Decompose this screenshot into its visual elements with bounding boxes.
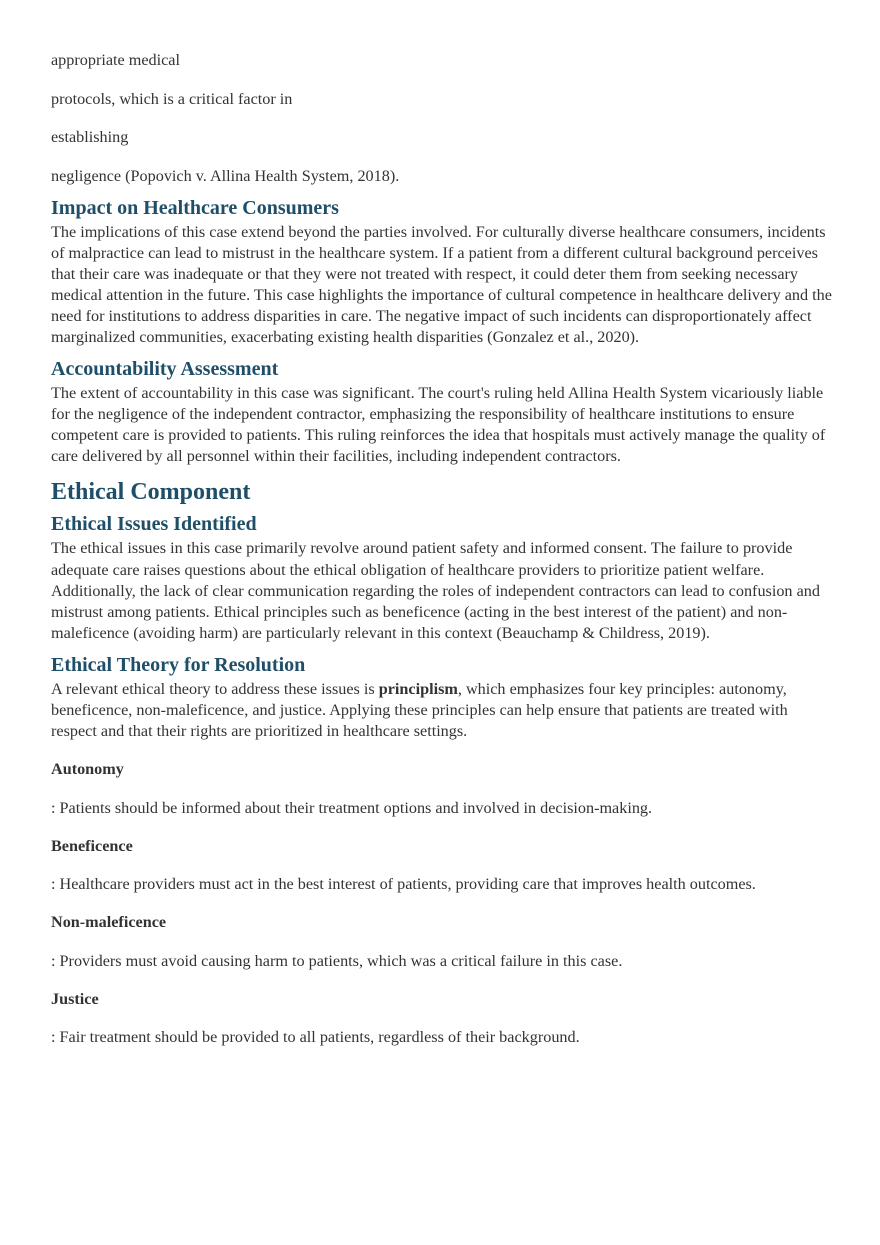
text-fragment: establishing (51, 128, 129, 146)
principle-name: Justice (51, 989, 99, 1008)
principle-name: Beneficence (51, 836, 133, 855)
ethical-theory-text-after: , which emphasizes four key principles: autonomy, beneficence, non-maleficence, and justice. Applying these principles can help ensure that patients are treated with respect and that their rights are prioritized in healthcare settings. (51, 679, 788, 741)
text-fragment: protocols, which is a critical factor in (51, 89, 293, 108)
accountability-paragraph: The extent of accountability in this case was significant. The court's ruling held Allina Health System vicariously liable for the negligence of the independent contractor, emphasizing the responsibility of healthcare institutions to ensure competent care is provided to patients. This ruling reinforces the idea that hospitals must actively manage the quality of care delivered by all personnel within their facilities, including independent contractors. (51, 384, 826, 466)
ethical-component-heading: Ethical Component (51, 479, 251, 506)
principle-name: Autonomy (51, 760, 124, 779)
ethical-issues-paragraph: The ethical issues in this case primarily revolve around patient safety and informed consent. The failure to provide adequate care raises questions about the ethical obligation of healthcare providers to prioritize patient welfare. Additionally, the lack of clear communication regarding the roles of independent contractors can lead to confusion and mistrust among patients. Ethical principles such as beneficence (acting in the best interest of the patient) and non-maleficence (avoiding harm) are particularly relevant in this context (Beauchamp & Childress, 2019). (51, 539, 820, 642)
ethical-theory-heading: Ethical Theory for Resolution (51, 653, 306, 676)
accountability-heading: Accountability Assessment (51, 358, 279, 381)
text-fragment: appropriate medical (51, 51, 180, 69)
impact-heading: Impact on Healthcare Consumers (51, 196, 339, 219)
ethical-issues-heading: Ethical Issues Identified (51, 513, 257, 536)
principle-description: : Fair treatment should be provided to all patients, regardless of their background. (51, 1028, 580, 1047)
impact-paragraph: The implications of this case extend beyond the parties involved. For culturally diverse healthcare consumers, incidents of malpractice can lead to mistrust in the healthcare system. If a patient from a different cultural background perceives that their care was inadequate or that they were not treated with respect, it could deter them from seeking necessary medical attention in the future. This case highlights the importance of cultural competence in healthcare delivery and the need for institutions to address disparities in care. The negative impact of such incidents can disproportionately affect marginalized communities, exacerbating existing health disparities (Gonzalez et al., 2020). (51, 222, 832, 346)
principles-list (51, 759, 836, 1048)
ethical-theory-paragraph (51, 679, 836, 742)
principle-description: : Providers must avoid causing harm to patients, which was a critical failure in this case. (51, 951, 623, 970)
principle-name: Non-maleficence (51, 913, 167, 932)
principle-description: : Healthcare providers must act in the best interest of patients, providing care that improves health outcomes. (51, 875, 756, 894)
principle-description: : Patients should be informed about their treatment options and involved in decision-making. (51, 798, 653, 817)
principlism-term: principlism (378, 679, 458, 698)
ethical-theory-text-before: A relevant ethical theory to address these issues is (51, 679, 379, 698)
text-fragment: negligence (Popovich v. Allina Health System, 2018). (51, 166, 400, 185)
document-page (51, 50, 836, 1048)
